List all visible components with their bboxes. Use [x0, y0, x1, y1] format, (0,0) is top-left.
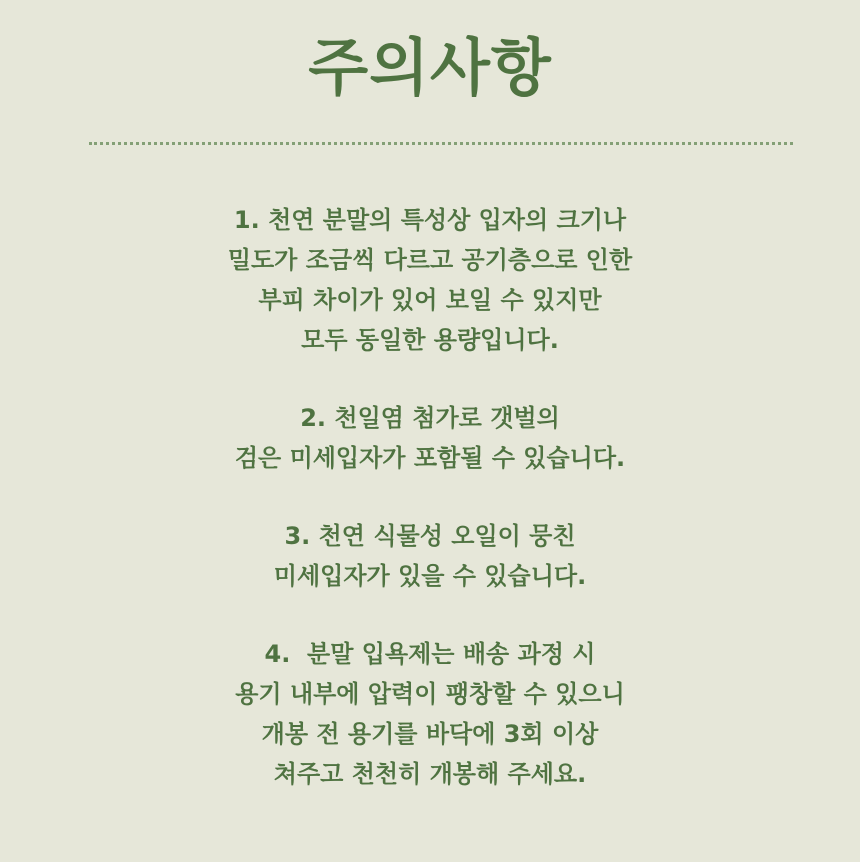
notice-line: 모두 동일한 용량입니다.	[301, 326, 559, 354]
dotted-divider	[89, 142, 793, 145]
notice-line: 2. 천일염 첨가로 갯벌의	[300, 404, 560, 432]
notice-line: 쳐주고 천천히 개봉해 주세요.	[273, 760, 587, 788]
notice-list	[0, 200, 860, 832]
notice-line: 미세입자가 있을 수 있습니다.	[273, 562, 587, 590]
notice-line: 밀도가 조금씩 다르고 공기층으로 인한	[227, 246, 633, 274]
notice-item-4	[0, 634, 860, 794]
notice-line: 검은 미세입자가 포함될 수 있습니다.	[234, 444, 626, 472]
notice-item-2	[0, 398, 860, 478]
notice-line: 3. 천연 식물성 오일이 뭉친	[284, 522, 576, 550]
notice-line: 1. 천연 분말의 특성상 입자의 크기나	[233, 206, 627, 234]
notice-item-3	[0, 516, 860, 596]
notice-line: 4. 분말 입욕제는 배송 과정 시	[264, 640, 596, 668]
notice-line: 부피 차이가 있어 보일 수 있지만	[258, 286, 602, 314]
notice-line: 용기 내부에 압력이 팽창할 수 있으니	[235, 680, 625, 708]
notice-item-1	[0, 200, 860, 360]
notice-line: 개봉 전 용기를 바닥에 3회 이상	[261, 720, 599, 748]
page-title: 주의사항	[308, 31, 552, 104]
